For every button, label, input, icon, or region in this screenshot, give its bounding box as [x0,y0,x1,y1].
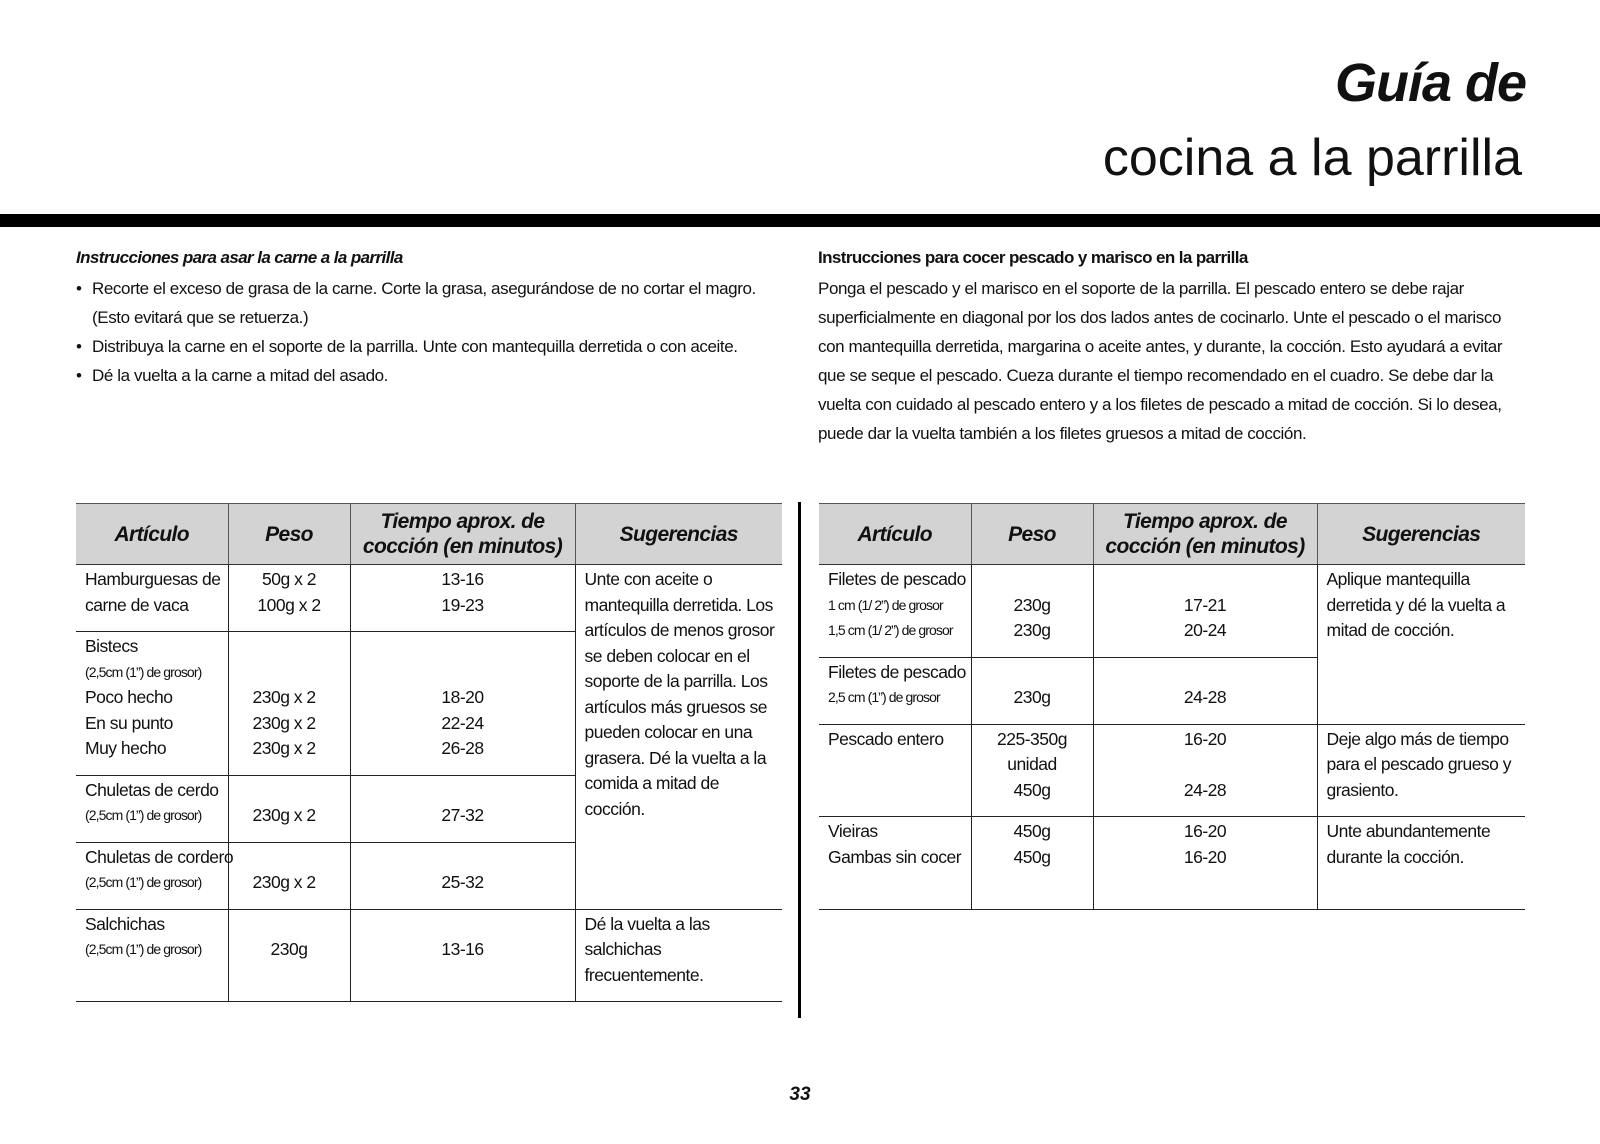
item-note: 2,5 cm (1”) de grosor [828,689,940,705]
weight-text: 230g x 2 [252,738,316,758]
weight-text: 230g x 2 [252,872,316,892]
fish-instructions [818,248,1518,448]
meat-bullet: • Distribuya la carne en el soporte de la parrilla. Unte con mantequilla derretida o con aceite. [76,332,776,361]
time-cell [1093,565,1317,658]
item-text: Vieiras [828,821,878,841]
time-cell [350,842,575,909]
time-text: 27-32 [441,805,484,825]
weight-text: 230g [1013,687,1051,707]
item-text: Hamburguesas de [85,569,221,589]
weight-text: 225-350g [997,728,1067,749]
item-title: Salchichas [85,913,165,934]
weight-text: 230g x 2 [252,687,316,707]
item-title: Filetes de pescado [828,569,966,589]
item-text: Gambas sin cocer [828,846,962,867]
meat-bullet-list [76,274,776,390]
weight-text: 230g [270,939,308,959]
col-header-item: Artículo [819,504,971,565]
time-text: 24-28 [1183,687,1227,707]
time-text: 17-21 [1183,594,1227,615]
item-cell [819,565,971,658]
item-note: (2,5cm (1”) de grosor) [85,941,202,957]
item-note: 1,5 cm (1/ 2”) de grosor [828,622,953,638]
table-row [819,565,1525,658]
table-row [76,565,782,632]
meat-table [76,503,782,1002]
suggestion-cell: Dé la vuelta a las salchichas frecuentemente. [575,909,782,1002]
weight-text: 230g [1013,594,1051,615]
meat-bullet: • Recorte el exceso de grasa de la carne. Corte la grasa, asegurándose de no cortar el magro. (Esto evitará que se retuerza.) [76,274,776,332]
meat-heading: Instrucciones para asar la carne a la parrilla [76,248,403,267]
time-text: 13-16 [441,939,484,959]
weight-cell [228,775,350,842]
item-text: carne de vaca [85,594,189,615]
time-text: 24-28 [1183,779,1227,800]
fish-heading: Instrucciones para cocer pescado y marisco en la parrilla [818,248,1248,267]
col-header-weight: Peso [228,504,350,565]
fish-paragraph: Ponga el pescado y el marisco en el soporte de la parrilla. El pescado entero se debe rajar superficialmente en diagonal por los dos lados antes de cocinarlo. Unte el pescado o el marisco con mantequilla derretida, margarina o aceite antes, y durante, la cocción. Esto ayudará a evitar que se seque el pescado. Cueza durante el tiempo recomendado en el cuadro. Se debe dar la vuelta con cuidado al pescado entero y a los filetes de pescado a mitad de cocción. Si lo desea, puede dar la vuelta también a los filetes gruesos a mitad de cocción. [818,279,1503,443]
weight-text: 230g x 2 [252,805,316,825]
item-cell [819,817,971,910]
page-number: 33 [789,1084,811,1105]
weight-cell [971,817,1093,910]
item-note: 1 cm (1/ 2”) de grosor [828,596,943,613]
time-cell [350,909,575,1002]
page-subtitle: cocina a la parrilla [1102,129,1522,187]
weight-text: 450g [1013,846,1051,867]
item-cell [819,724,971,817]
table-row [76,909,782,1002]
weight-text: 230g x 2 [252,712,316,733]
item-cell [76,909,228,1002]
time-text: 26-28 [441,738,484,758]
time-text: 16-20 [1183,728,1227,749]
weight-cell [971,724,1093,817]
weight-text: unidad [1007,754,1057,774]
weight-cell [228,909,350,1002]
time-text: 18-20 [441,687,484,707]
suggestion-cell: Unte abundantemente durante la cocción. [1317,817,1525,910]
meat-table-header [76,504,782,565]
time-text: 20-24 [1183,620,1227,640]
col-header-weight: Peso [971,504,1093,565]
weight-cell [971,565,1093,658]
time-cell [350,632,575,776]
item-text: Pescado entero [828,728,944,749]
time-cell [350,565,575,632]
item-title: Chuletas de cerdo [85,779,219,800]
fish-table [819,503,1525,910]
weight-text: 450g [1013,821,1051,841]
suggestion-cell: Unte con aceite o mantequilla derretida. Los artículos de menos grosor se deben colocar en el soporte de la parrilla. Los artículos más gruesos se pueden colocar en una grasera. Dé la vuelta a la comida a mitad de cocción. [575,565,782,910]
time-cell [350,775,575,842]
weight-cell [971,657,1093,724]
col-header-suggestions: Sugerencias [575,504,782,565]
item-cell [76,775,228,842]
weight-text: 50g x 2 [262,569,316,589]
time-cell [1093,657,1317,724]
item-cell [76,632,228,776]
time-cell [1093,724,1317,817]
time-text: 25-32 [441,872,484,892]
weight-text: 450g [1013,779,1051,800]
weight-cell [228,632,350,776]
weight-cell [228,565,350,632]
meat-instructions [76,248,776,390]
weight-text: 230g [1013,620,1051,640]
time-text: 13-16 [441,569,484,589]
page-title: Guía de [1334,53,1526,113]
col-header-suggestions: Sugerencias [1317,504,1525,565]
item-cell [76,842,234,909]
suggestion-cell: Deje algo más de tiempo para el pescado grueso y grasiento. [1317,724,1525,817]
item-title: Chuletas de cordero [85,846,234,867]
suggestion-cell: Aplique mantequilla derretida y dé la vuelta a mitad de cocción. [1317,565,1525,725]
col-header-item: Artículo [76,504,228,565]
fish-table-header [819,504,1525,565]
item-title: Filetes de pescado [828,661,966,682]
time-cell [1093,817,1317,910]
meat-bullet: • Dé la vuelta a la carne a mitad del asado. [76,361,776,390]
item-cell [819,657,971,724]
item-title: Bistecs [85,636,138,656]
col-header-time: Tiempo aprox. de cocción (en minutos) [350,504,575,565]
item-text: Muy hecho [85,738,167,758]
item-note: (2,5cm (1”) de grosor) [85,807,202,823]
item-note: (2,5cm (1”) de grosor) [85,663,202,680]
table-row [819,817,1525,910]
col-header-time: Tiempo aprox. de cocción (en minutos) [1093,504,1317,565]
time-text: 16-20 [1183,846,1227,867]
time-text: 16-20 [1183,821,1227,841]
item-text: En su punto [85,712,173,733]
table-row [819,724,1525,817]
header-rule [0,214,1600,227]
item-note: (2,5cm (1”) de grosor) [85,874,202,890]
weight-text: 100g x 2 [257,594,321,615]
time-text: 22-24 [441,712,484,733]
weight-cell [228,842,350,909]
column-divider [798,502,801,1018]
item-text: Poco hecho [85,687,173,707]
time-text: 19-23 [441,594,484,615]
item-cell [76,565,228,632]
